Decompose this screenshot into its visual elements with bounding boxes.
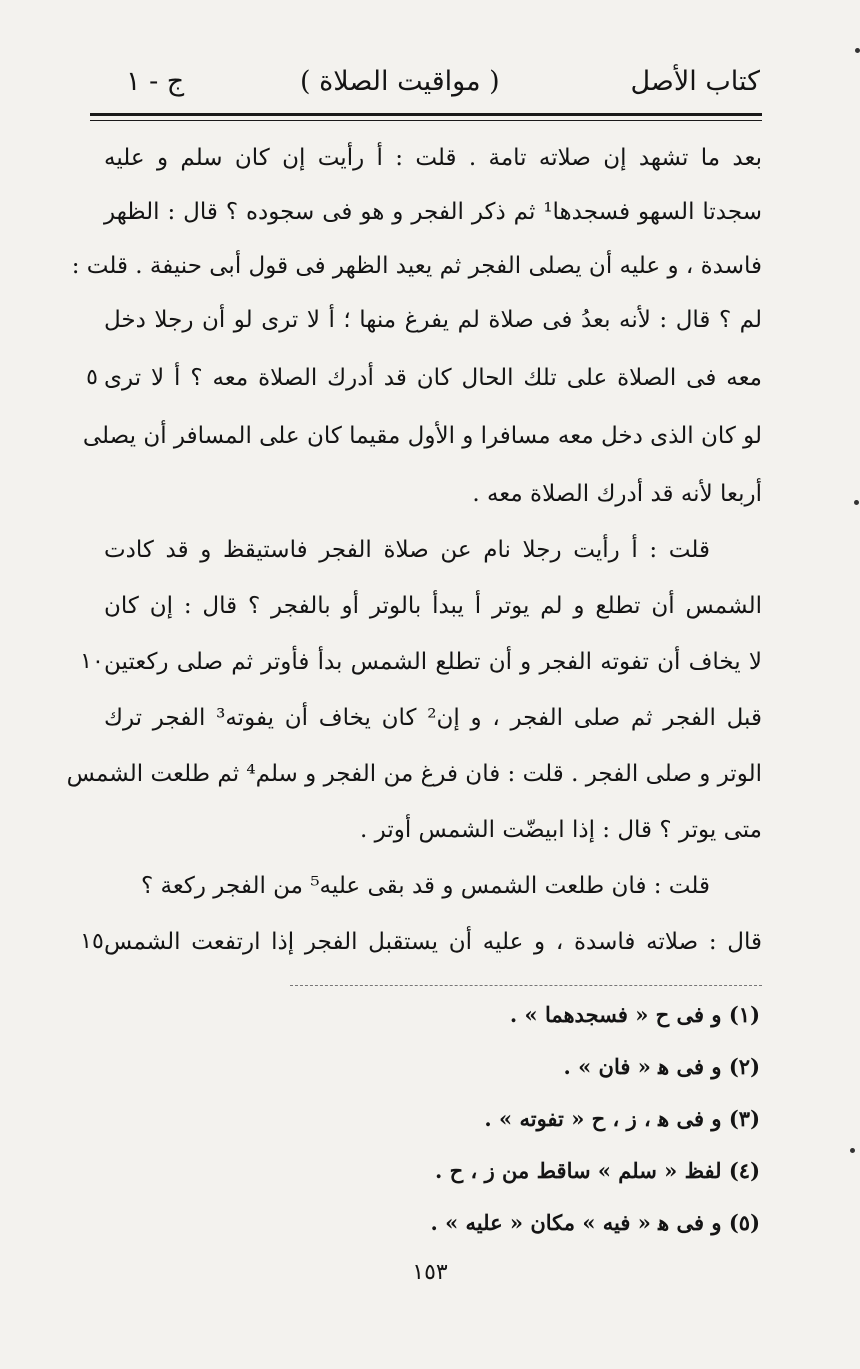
text-line: لو كان الذى دخل معه مسافرا و الأول مقيما كان على المسافر أن يصلى bbox=[82, 423, 762, 449]
text-line: لا يخاف أن تفوته الفجر و أن تطلع الشمس بدأ فأوتر ثم صلى ركعتين bbox=[104, 649, 762, 675]
margin-line-number: ٥ bbox=[86, 365, 98, 390]
running-header bbox=[90, 62, 760, 102]
text-line: معه فى الصلاة على تلك الحال كان قد أدرك الصلاة معه ؟ أ لا ترى bbox=[104, 365, 762, 391]
text-line: أربعا لأنه قد أدرك الصلاة معه . bbox=[472, 481, 762, 507]
scan-speck bbox=[850, 1148, 855, 1153]
margin-line-number: ١٠ bbox=[80, 649, 104, 674]
footnote: (٢) و فى ﻫ « فان » . bbox=[563, 1054, 760, 1079]
footnote: (٣) و فى ﻫ ، ز ، ح « تفوته » . bbox=[484, 1106, 760, 1131]
footnote-separator bbox=[290, 985, 762, 986]
text-line: الشمس أن تطلع و لم يوتر أ يبدأ بالوتر أو بالفجر ؟ قال : إن كان bbox=[104, 593, 762, 619]
text-line: قبل الفجر ثم صلى الفجر ، و إن² كان يخاف أن يفوته³ الفجر ترك bbox=[104, 705, 762, 731]
header-rule-thick bbox=[90, 113, 762, 116]
header-rule-thin bbox=[90, 120, 762, 121]
footnote: (٥) و فى ﻫ « فيه » مكان « عليه » . bbox=[430, 1210, 760, 1235]
chapter-title: ( مواقيت الصلاة ) bbox=[300, 66, 500, 97]
text-line: قال : صلاته فاسدة ، و عليه أن يستقبل الفجر إذا ارتفعت الشمس bbox=[104, 929, 762, 955]
page-number: ١٥٣ bbox=[412, 1260, 448, 1285]
margin-line-number: ١٥ bbox=[80, 929, 104, 954]
text-line: الوتر و صلى الفجر . قلت : فان فرغ من الفجر و سلم⁴ ثم طلعت الشمس bbox=[66, 761, 762, 787]
text-line: متى يوتر ؟ قال : إذا ابيضّت الشمس أوتر . bbox=[360, 817, 762, 843]
scan-speck bbox=[855, 48, 860, 53]
text-line: بعد ما تشهد إن صلاته تامة . قلت : أ رأيت إن كان سلم و عليه bbox=[104, 145, 762, 171]
scan-speck bbox=[854, 500, 859, 505]
book-title: كتاب الأصل bbox=[630, 66, 760, 97]
text-line: لم ؟ قال : لأنه بعدُ فى صلاة لم يفرغ منها ؛ أ لا ترى لو أن رجلا دخل bbox=[104, 307, 762, 333]
text-line: قلت : فان طلعت الشمس و قد بقى عليه⁵ من الفجر ركعة ؟ bbox=[140, 873, 710, 899]
text-line: فاسدة ، و عليه أن يصلى الفجر ثم يعيد الظهر فى قول أبى حنيفة . قلت : bbox=[71, 253, 762, 279]
footnote: (١) و فى ح « فسجدهما » . bbox=[509, 1002, 760, 1027]
footnote: (٤) لفظ « سلم » ساقط من ز ، ح . bbox=[435, 1158, 760, 1183]
text-line: سجدتا السهو فسجدها¹ ثم ذكر الفجر و هو فى سجوده ؟ قال : الظهر bbox=[104, 199, 762, 225]
volume-number: ج - ١ bbox=[126, 66, 185, 97]
text-line: قلت : أ رأيت رجلا نام عن صلاة الفجر فاستيقظ و قد كادت bbox=[104, 537, 710, 563]
